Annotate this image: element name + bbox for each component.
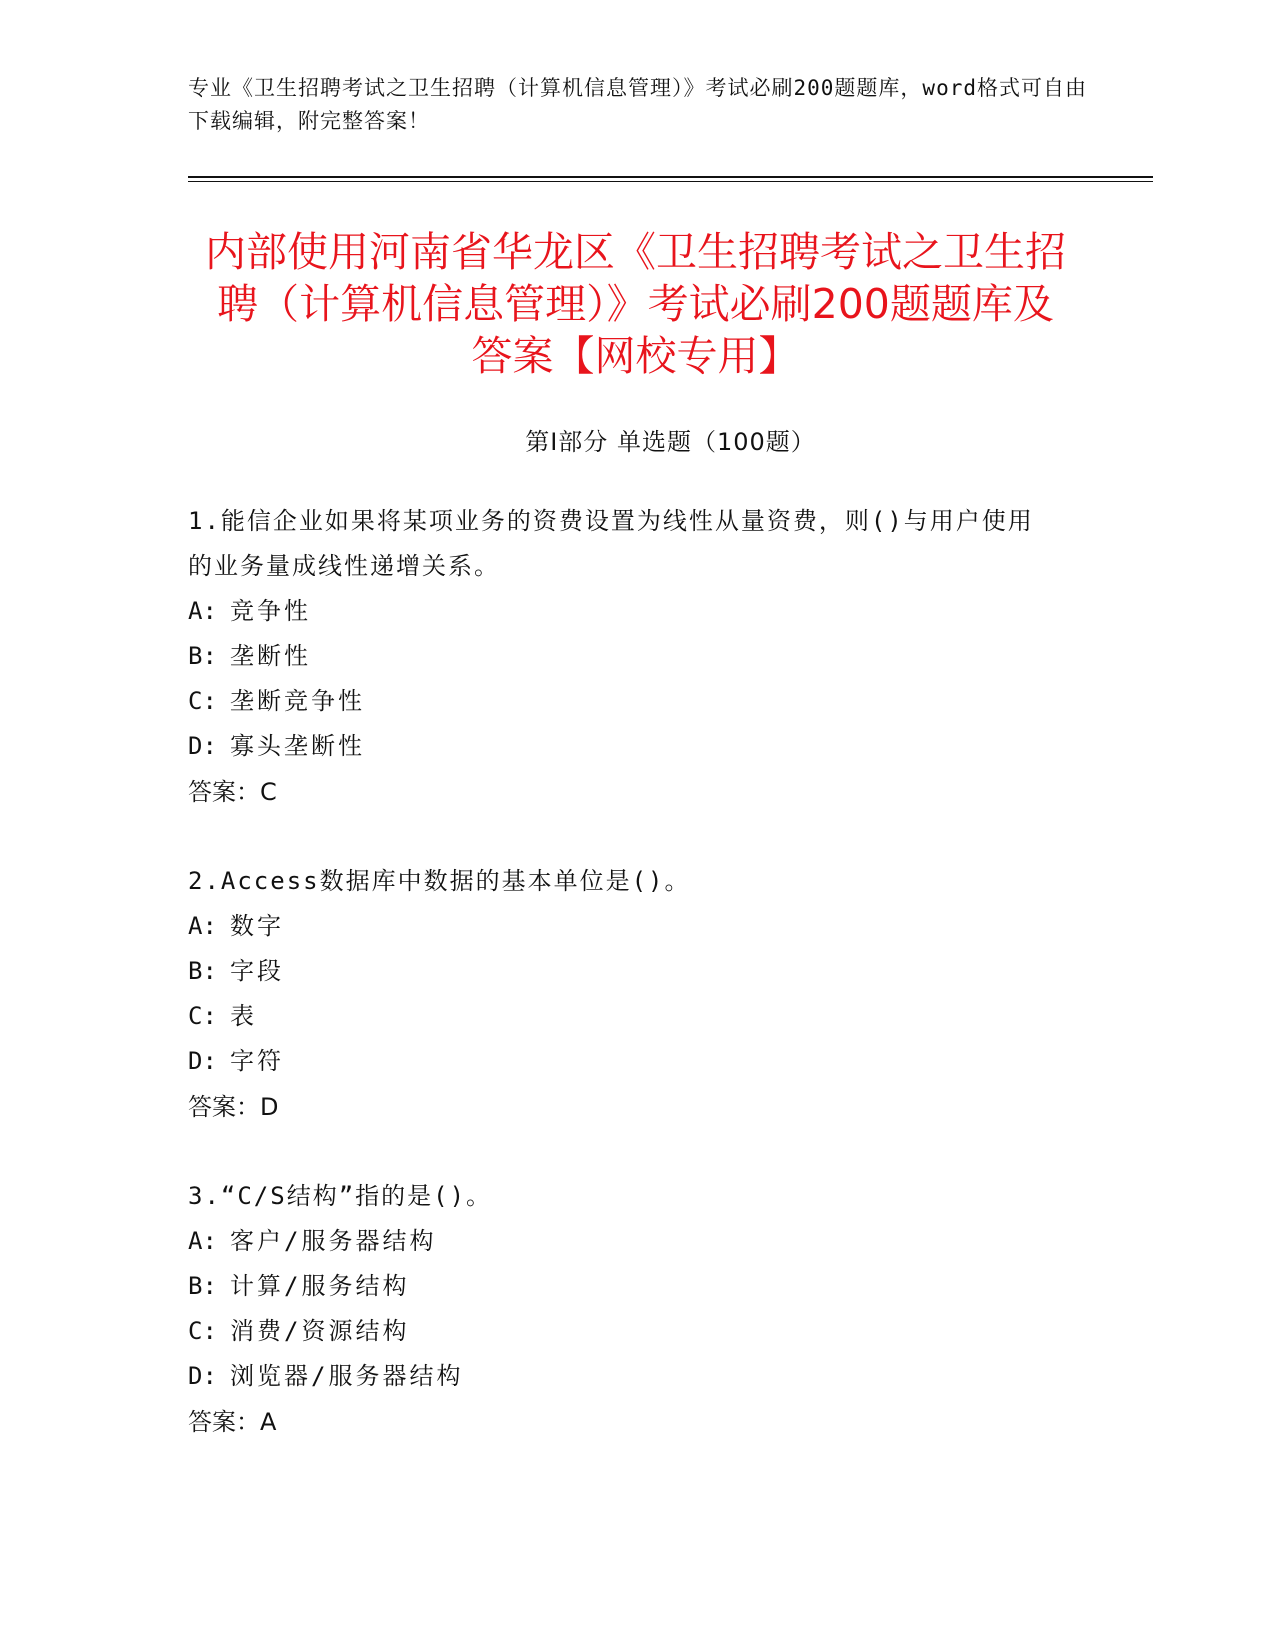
option-text: 消费/资源结构 [230, 1317, 410, 1345]
answer-line [188, 1084, 1153, 1130]
option-letter: D: [188, 732, 217, 760]
option-letter: C: [188, 1002, 217, 1030]
option-letter: B: [188, 1272, 217, 1300]
option-text: 字符 [230, 1047, 284, 1075]
option-a [188, 904, 1153, 949]
option-letter: B: [188, 642, 217, 670]
option-letter: A: [188, 1227, 217, 1255]
header-note: 专业《卫生招聘考试之卫生招聘（计算机信息管理）》考试必刷200题题库，word格式可自由下载编辑，附完整答案！ [188, 76, 1087, 133]
option-a [188, 589, 1153, 634]
header-divider-thick [188, 176, 1153, 178]
option-b [188, 949, 1153, 994]
option-c [188, 1309, 1153, 1354]
section-title: 第Ⅰ部分 单选题（100题） [525, 428, 816, 456]
option-text: 表 [230, 1002, 257, 1030]
answer-prefix: 答案： [188, 778, 260, 806]
option-d [188, 724, 1153, 769]
answer-value: A [260, 1408, 277, 1436]
option-text: 浏览器/服务器结构 [230, 1362, 464, 1390]
option-letter: B: [188, 957, 217, 985]
option-letter: A: [188, 912, 217, 940]
answer-value: C [260, 778, 277, 806]
question-stem: 2.Access数据库中数据的基本单位是()。 [188, 867, 691, 895]
answer-line [188, 1399, 1153, 1445]
option-letter: C: [188, 687, 217, 715]
option-letter: C: [188, 1317, 217, 1345]
option-b [188, 634, 1153, 679]
option-d [188, 1039, 1153, 1084]
option-d [188, 1354, 1153, 1399]
answer-prefix: 答案： [188, 1093, 260, 1121]
document-title: 内部使用河南省华龙区《卫生招聘考试之卫生招聘（计算机信息管理）》考试必刷200题题库及答案【网校专用】 [205, 228, 1066, 380]
option-c [188, 679, 1153, 724]
option-text: 竞争性 [230, 597, 311, 625]
question-list [188, 499, 1153, 1445]
option-text: 垄断竞争性 [230, 687, 365, 715]
option-text: 客户/服务器结构 [230, 1227, 437, 1255]
answer-value: D [260, 1093, 279, 1121]
question-3 [188, 1174, 1153, 1445]
option-text: 垄断性 [230, 642, 311, 670]
question-stem: 3.“C/S结构”指的是()。 [188, 1182, 493, 1210]
document-page [188, 72, 1153, 1489]
option-b [188, 1264, 1153, 1309]
option-text: 计算/服务结构 [230, 1272, 410, 1300]
answer-line [188, 769, 1153, 815]
option-text: 寡头垄断性 [230, 732, 365, 760]
option-letter: A: [188, 597, 217, 625]
option-c [188, 994, 1153, 1039]
header-divider-thin [188, 181, 1153, 182]
answer-prefix: 答案： [188, 1408, 260, 1436]
option-text: 数字 [230, 912, 284, 940]
option-letter: D: [188, 1047, 217, 1075]
option-a [188, 1219, 1153, 1264]
question-2 [188, 859, 1153, 1130]
option-text: 字段 [230, 957, 284, 985]
question-stem: 1.能信企业如果将某项业务的资费设置为线性从量资费，则()与用户使用的业务量成线性递增关系。 [188, 507, 1034, 580]
option-letter: D: [188, 1362, 217, 1390]
question-1 [188, 499, 1153, 815]
